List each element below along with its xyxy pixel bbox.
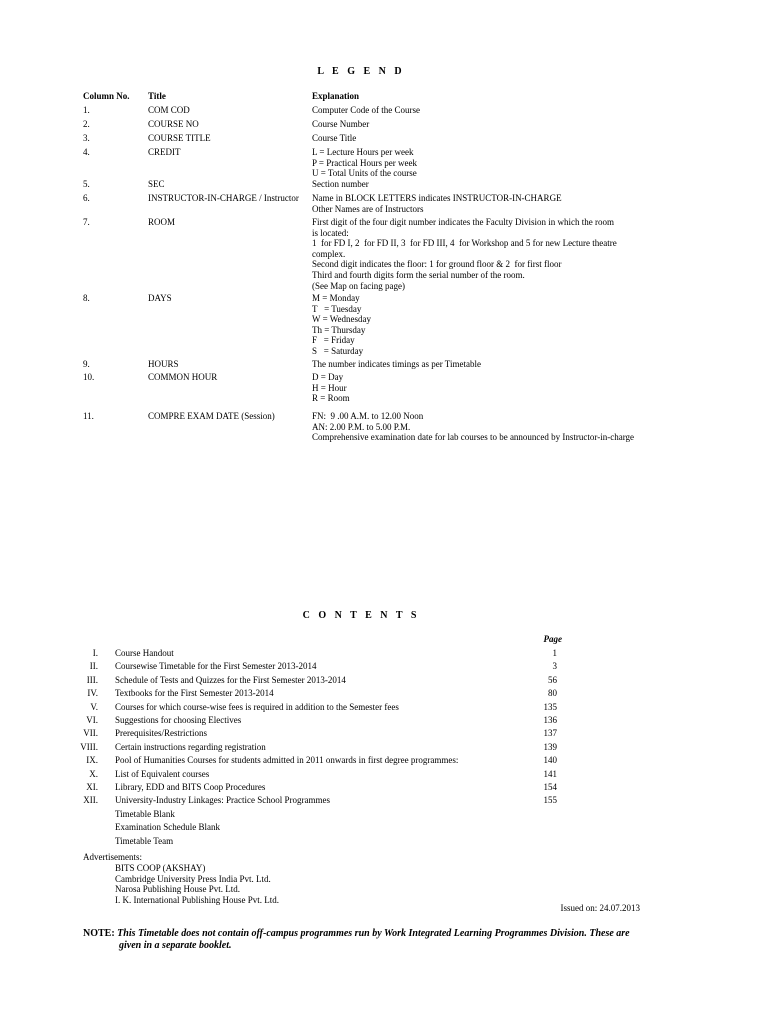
- contents-item-title: Timetable Blank: [115, 808, 175, 819]
- legend-col-no: 7.: [83, 217, 90, 227]
- contents-item-page: 136: [543, 715, 557, 725]
- contents-item-title: Library, EDD and BITS Coop Procedures: [115, 782, 266, 792]
- legend-explanation: [312, 105, 662, 116]
- legend-explanation: [312, 119, 662, 130]
- contents-item-number: III.: [86, 674, 98, 685]
- legend-explanation-line: M = Monday: [312, 293, 360, 303]
- contents-item-title: Prerequisites/Restrictions: [115, 728, 207, 739]
- legend-explanation-line: D = Day: [312, 372, 344, 382]
- contents-item: [0, 661, 768, 674]
- legend-header-col-no: Column No.: [83, 91, 130, 101]
- legend-explanation: [312, 147, 662, 179]
- legend-explanation-line: 1 for FD I, 2 for FD II, 3 for FD III, 4 for Workshop and 5 for new Lecture theatre: [312, 238, 617, 249]
- legend-title: INSTRUCTOR-IN-CHARGE / Instructor: [148, 193, 299, 203]
- contents-item-number: XI.: [86, 782, 98, 792]
- legend-explanation: [312, 217, 662, 291]
- legend-explanation-line: AN: 2.00 P.M. to 5.00 P.M.: [312, 421, 411, 432]
- contents-item: [0, 728, 768, 741]
- contents-item-number: IV.: [87, 688, 98, 699]
- legend-explanation-line: FN: 9 .00 A.M. to 12.00 Noon: [312, 411, 424, 421]
- legend-explanation-line: First digit of the four digit number indicates the Faculty Division in which the room: [312, 217, 614, 227]
- contents-item: [0, 769, 768, 782]
- contents-item-title: Examination Schedule Blank: [115, 822, 220, 833]
- legend-col-no: 1.: [83, 105, 90, 115]
- legend-explanation-line: F = Friday: [312, 335, 355, 346]
- legend-title: COURSE NO: [148, 119, 199, 129]
- issued-date: Issued on: 24.07.2013: [560, 903, 640, 913]
- contents-item: [0, 702, 768, 715]
- contents-item-page: 154: [543, 782, 557, 792]
- contents-item-page: 135: [543, 701, 557, 712]
- contents-item-title: Textbooks for the First Semester 2013-2014: [115, 688, 274, 699]
- legend-col-no: 9.: [83, 359, 90, 369]
- legend-title: ROOM: [148, 217, 176, 227]
- note-line-1: This Timetable does not contain off-campus programmes run by Work Integrated Learning Programmes Division. These are: [117, 928, 630, 939]
- contents-item-page: 140: [543, 755, 557, 766]
- legend-explanation-line: Th = Thursday: [312, 324, 366, 335]
- legend-explanation-line: is located:: [312, 227, 349, 238]
- contents-item-page: 155: [543, 795, 557, 806]
- contents-item-title: Schedule of Tests and Quizzes for the First Semester 2013-2014: [115, 674, 346, 685]
- contents-item: [0, 715, 768, 728]
- legend-explanation-line: Name in BLOCK LETTERS indicates INSTRUCTOR-IN-CHARGE: [312, 193, 562, 203]
- legend-title: COMMON HOUR: [148, 372, 218, 382]
- legend-title: HOURS: [148, 359, 179, 369]
- legend-explanation: [312, 372, 662, 404]
- contents-item: [0, 782, 768, 795]
- legend-explanation-line: H = Hour: [312, 382, 347, 393]
- contents-item: [0, 675, 768, 688]
- legend-col-no: 5.: [83, 179, 90, 189]
- contents-item-title: University-Industry Linkages: Practice School Programmes: [115, 795, 330, 806]
- contents-item-number: VI.: [86, 715, 98, 725]
- legend-header-explanation: Explanation: [312, 91, 360, 101]
- contents-item-title: Course Handout: [115, 648, 174, 658]
- legend-col-no: 2.: [83, 119, 90, 129]
- contents-item-page: 56: [548, 674, 557, 685]
- legend-explanation: [312, 293, 662, 357]
- contents-item: [0, 648, 768, 661]
- contents-item-number: VII.: [83, 728, 98, 739]
- contents-item-title: List of Equivalent courses: [115, 768, 210, 779]
- legend-col-no: 6.: [83, 193, 90, 203]
- legend-explanation: [312, 133, 662, 144]
- legend-explanation-line: U = Total Units of the course: [312, 168, 417, 179]
- contents-item-page: 139: [543, 741, 557, 752]
- legend-explanation-line: complex.: [312, 248, 346, 259]
- legend-title: CREDIT: [148, 147, 181, 157]
- legend-explanation-line: Course Title: [312, 133, 357, 143]
- legend-col-no: 3.: [83, 133, 90, 143]
- contents-item: [0, 809, 768, 822]
- contents-item: [0, 755, 768, 768]
- legend-explanation-line: The number indicates timings as per Timetable: [312, 359, 481, 369]
- legend-title: COMPRE EXAM DATE (Session): [148, 411, 275, 421]
- contents-item-number: VIII.: [80, 741, 98, 752]
- legend-title: COM COD: [148, 105, 190, 115]
- legend-explanation-line: W = Wednesday: [312, 314, 372, 325]
- contents-item-title: Coursewise Timetable for the First Semester 2013-2014: [115, 661, 317, 672]
- legend-explanation: [312, 193, 662, 214]
- contents-item-title: Timetable Team: [115, 835, 174, 846]
- contents-item-page: 80: [548, 688, 557, 699]
- contents-item-title: Courses for which course-wise fees is required in addition to the Semester fees: [115, 701, 399, 712]
- advertisements-label: Advertisements:: [83, 852, 142, 862]
- advertisement-item: BITS COOP (AKSHAY): [115, 863, 206, 873]
- contents-item-title: Certain instructions regarding registration: [115, 741, 266, 752]
- contents-item: [0, 742, 768, 755]
- contents-item-page: 3: [552, 661, 557, 672]
- contents-item-title: Pool of Humanities Courses for students admitted in 2011 onwards in first degree programmes:: [115, 755, 459, 766]
- contents-item: [0, 795, 768, 808]
- legend-explanation-line: Course Number: [312, 119, 370, 129]
- legend-explanation-line: (See Map on facing page): [312, 280, 405, 291]
- contents-heading: C O N T E N T S: [302, 610, 420, 621]
- legend-explanation: [312, 179, 662, 190]
- note-block-2: [119, 940, 232, 952]
- legend-explanation-line: Third and fourth digits form the serial number of the room.: [312, 269, 525, 280]
- advertisement-item: Cambridge University Press India Pvt. Ltd.: [115, 873, 271, 884]
- legend-explanation-line: L = Lecture Hours per week: [312, 147, 414, 157]
- contents-page-header: Page: [543, 634, 562, 644]
- note-block: [83, 928, 683, 940]
- legend-col-no: 4.: [83, 147, 90, 157]
- legend-explanation-line: Computer Code of the Course: [312, 105, 420, 115]
- contents-item: [0, 688, 768, 701]
- legend-title: DAYS: [148, 293, 172, 303]
- legend-explanation-line: R = Room: [312, 393, 350, 404]
- note-line-2: given in a separate booklet.: [119, 940, 232, 951]
- legend-header-title: Title: [148, 91, 166, 101]
- legend-title: COURSE TITLE: [148, 133, 211, 143]
- contents-item-number: II.: [89, 661, 98, 672]
- legend-title: SEC: [148, 179, 165, 189]
- legend-col-no: 11.: [83, 411, 94, 421]
- legend-col-no: 8.: [83, 293, 90, 303]
- legend-explanation-line: Second digit indicates the floor: 1 for ground floor & 2 for first floor: [312, 259, 562, 270]
- contents-item-page: 137: [543, 728, 557, 739]
- contents-item-number: I.: [92, 648, 98, 658]
- legend-explanation-line: T = Tuesday: [312, 303, 362, 314]
- advertisement-item: Narosa Publishing House Pvt. Ltd.: [115, 884, 240, 895]
- contents-item-page: 1: [552, 648, 557, 658]
- contents-item-number: V.: [90, 701, 98, 712]
- legend-explanation: [312, 359, 662, 370]
- legend-heading: L E G E N D: [317, 66, 405, 77]
- contents-item-number: X.: [89, 768, 98, 779]
- contents-item-number: IX.: [86, 755, 98, 766]
- legend-explanation-line: Other Names are of Instructors: [312, 203, 424, 214]
- legend-explanation-line: Section number: [312, 179, 369, 189]
- legend-explanation: [312, 411, 662, 443]
- legend-explanation-line: P = Practical Hours per week: [312, 157, 417, 168]
- advertisement-item: I. K. International Publishing House Pvt. Ltd.: [115, 894, 279, 905]
- contents-item-title: Suggestions for choosing Electives: [115, 715, 242, 725]
- note-label: NOTE:: [83, 928, 115, 939]
- contents-item: [0, 822, 768, 835]
- contents-item: [0, 836, 768, 849]
- legend-col-no: 10.: [83, 372, 95, 382]
- contents-item-page: 141: [543, 768, 557, 779]
- legend-explanation-line: S = Saturday: [312, 345, 364, 356]
- legend-explanation-line: Comprehensive examination date for lab courses to be announced by Instructor-in-charge: [312, 432, 635, 443]
- contents-item-number: XII.: [83, 795, 98, 806]
